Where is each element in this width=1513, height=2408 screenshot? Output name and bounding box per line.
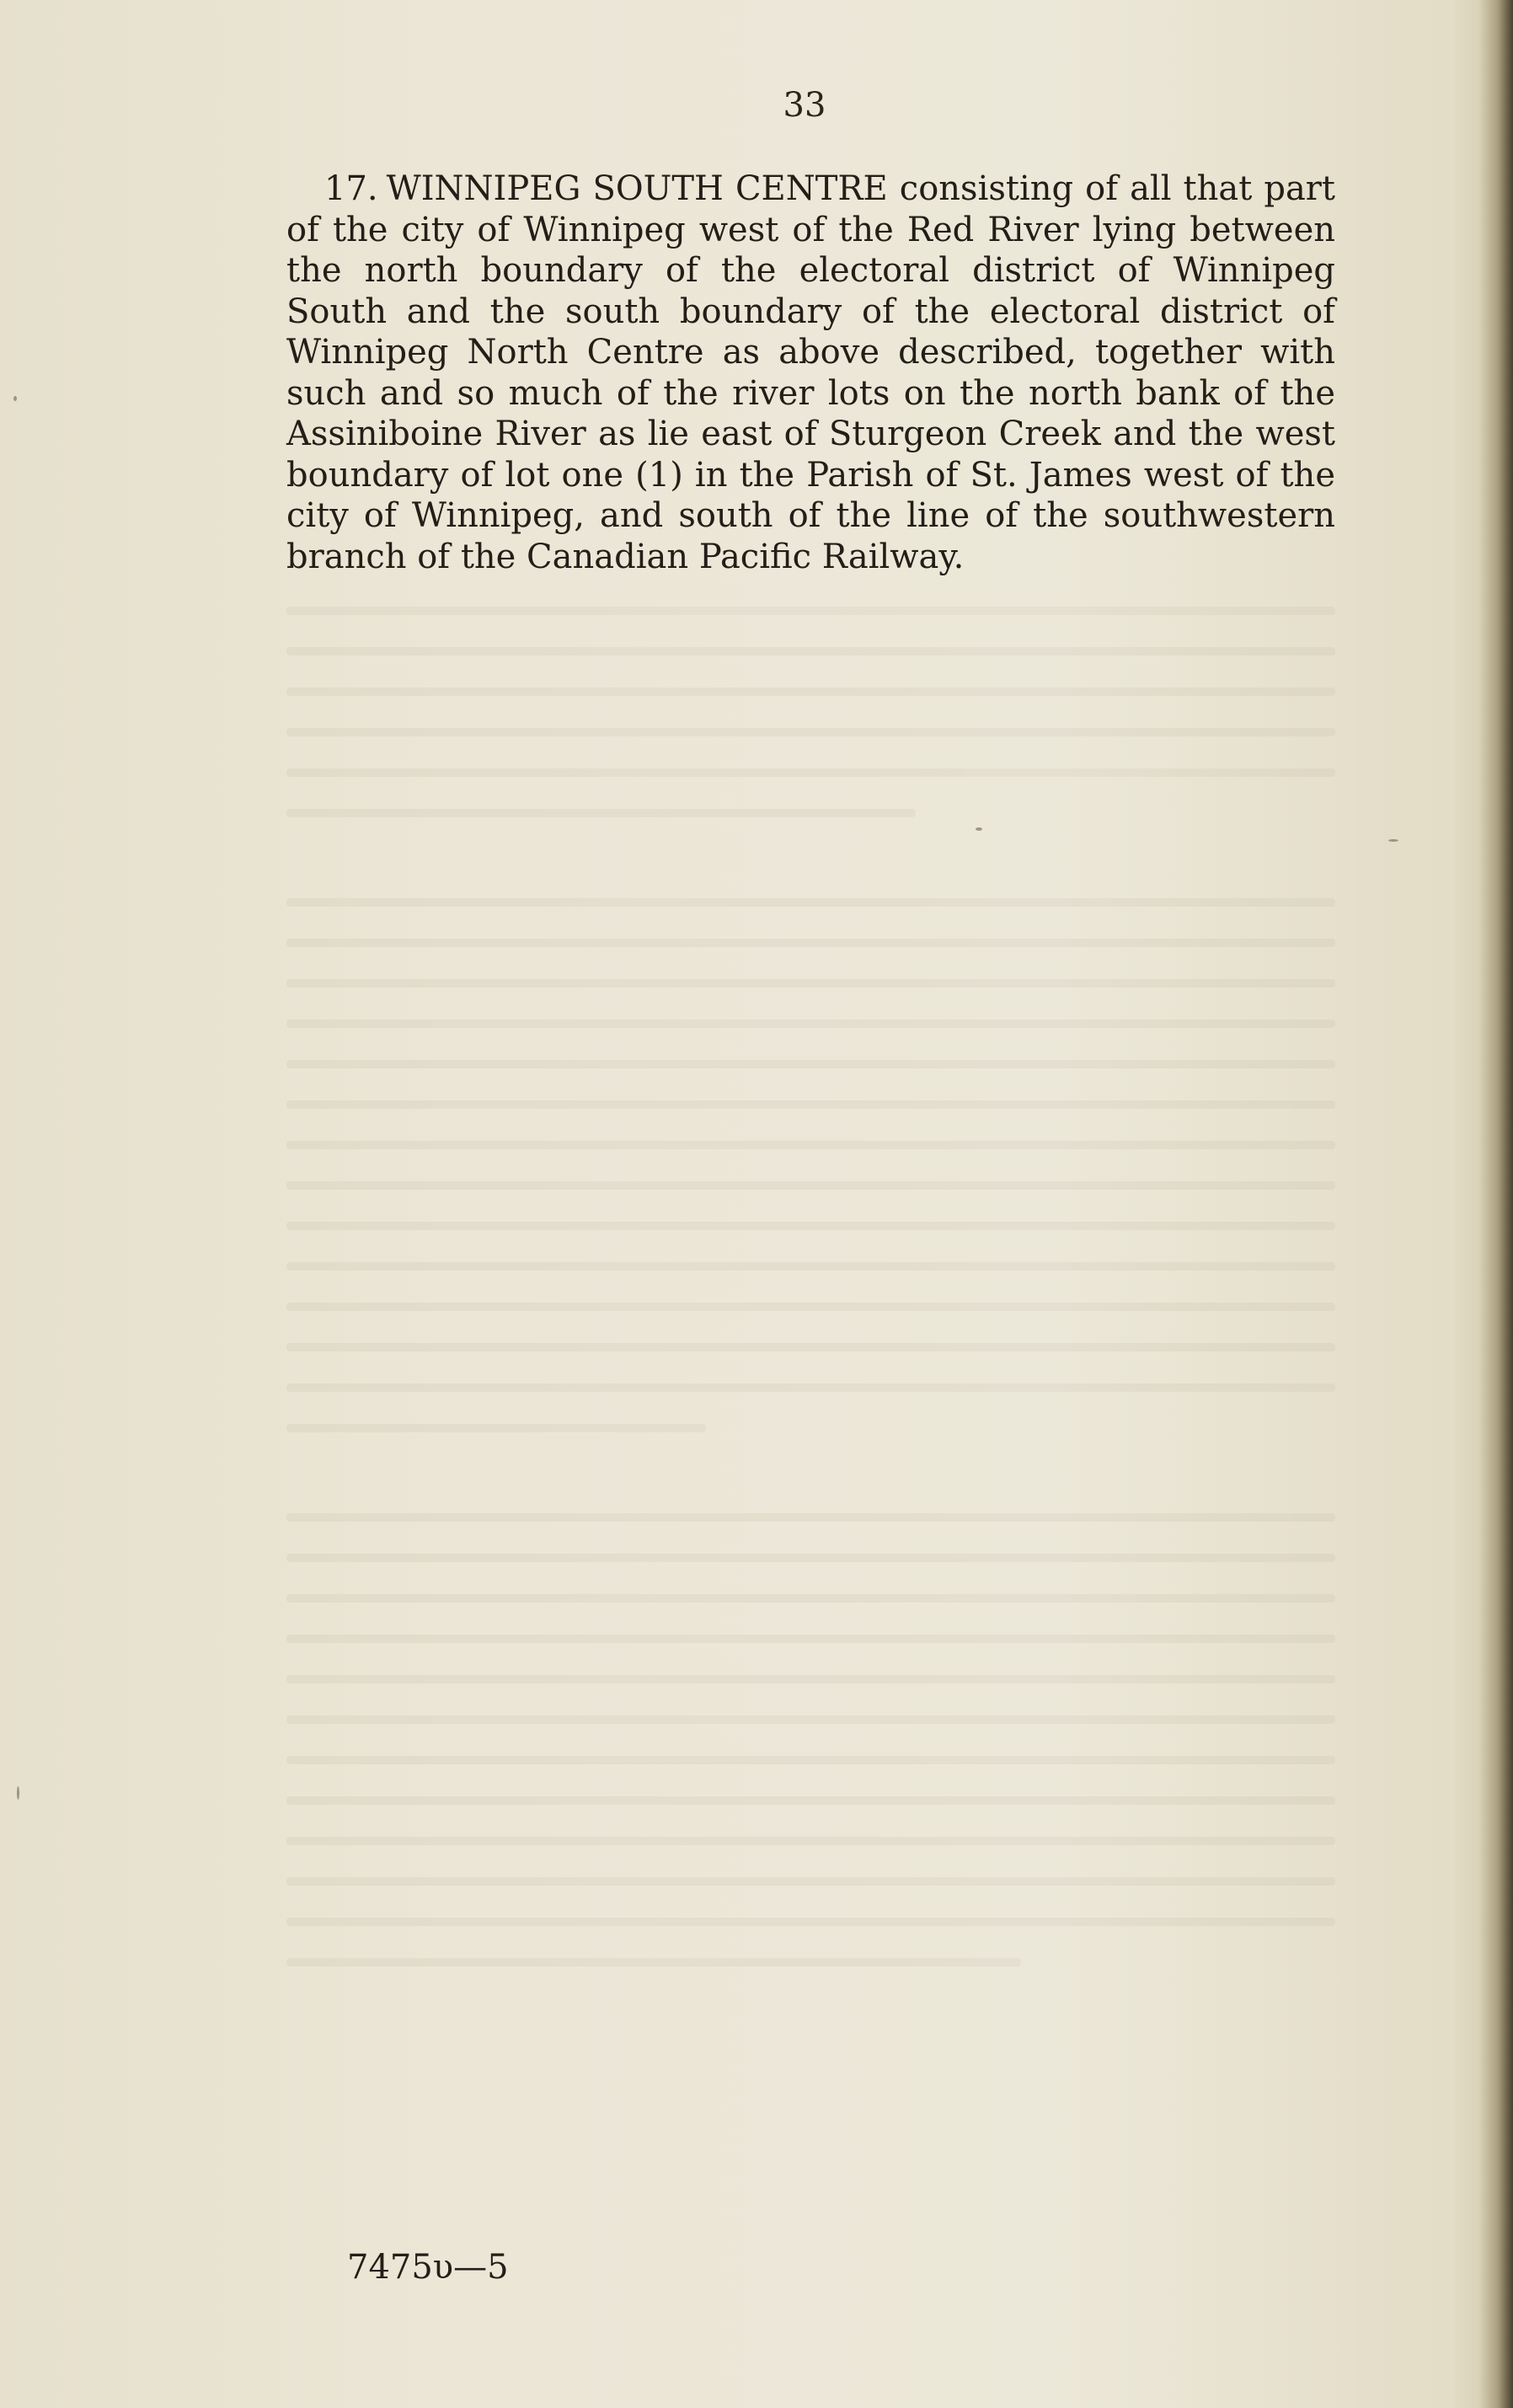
paper-speck	[976, 827, 982, 831]
reverse-side-show-through	[286, 607, 1335, 2174]
paper-speck	[1388, 839, 1398, 842]
section-number: 17.	[324, 169, 378, 208]
section-paragraph	[286, 169, 1335, 577]
section-heading: WINNIPEG SOUTH CENTRE	[386, 169, 888, 208]
printer-signature-mark: 7475υ—5	[347, 2248, 509, 2287]
paper-speck	[17, 1786, 19, 1800]
page-number: 33	[783, 86, 826, 125]
binding-shadow	[1479, 0, 1513, 2408]
section-body: consisting of all that part of the city of Winnipeg west of the Red River lying between the north boundary of the electoral district of Winnipeg South and the south boundary of the electoral district of Winnipeg North Centre as above described, together with such and so much of the river lots on the north bank of the Assiniboine River as lie east of Sturgeon Creek and the west boundary of lot one (1) in the Parish of St. James west of the city of Winnipeg, and south of the line of the southwestern branch of the Canadian Pacific Railway.	[286, 169, 1335, 576]
paper-speck	[13, 396, 17, 401]
